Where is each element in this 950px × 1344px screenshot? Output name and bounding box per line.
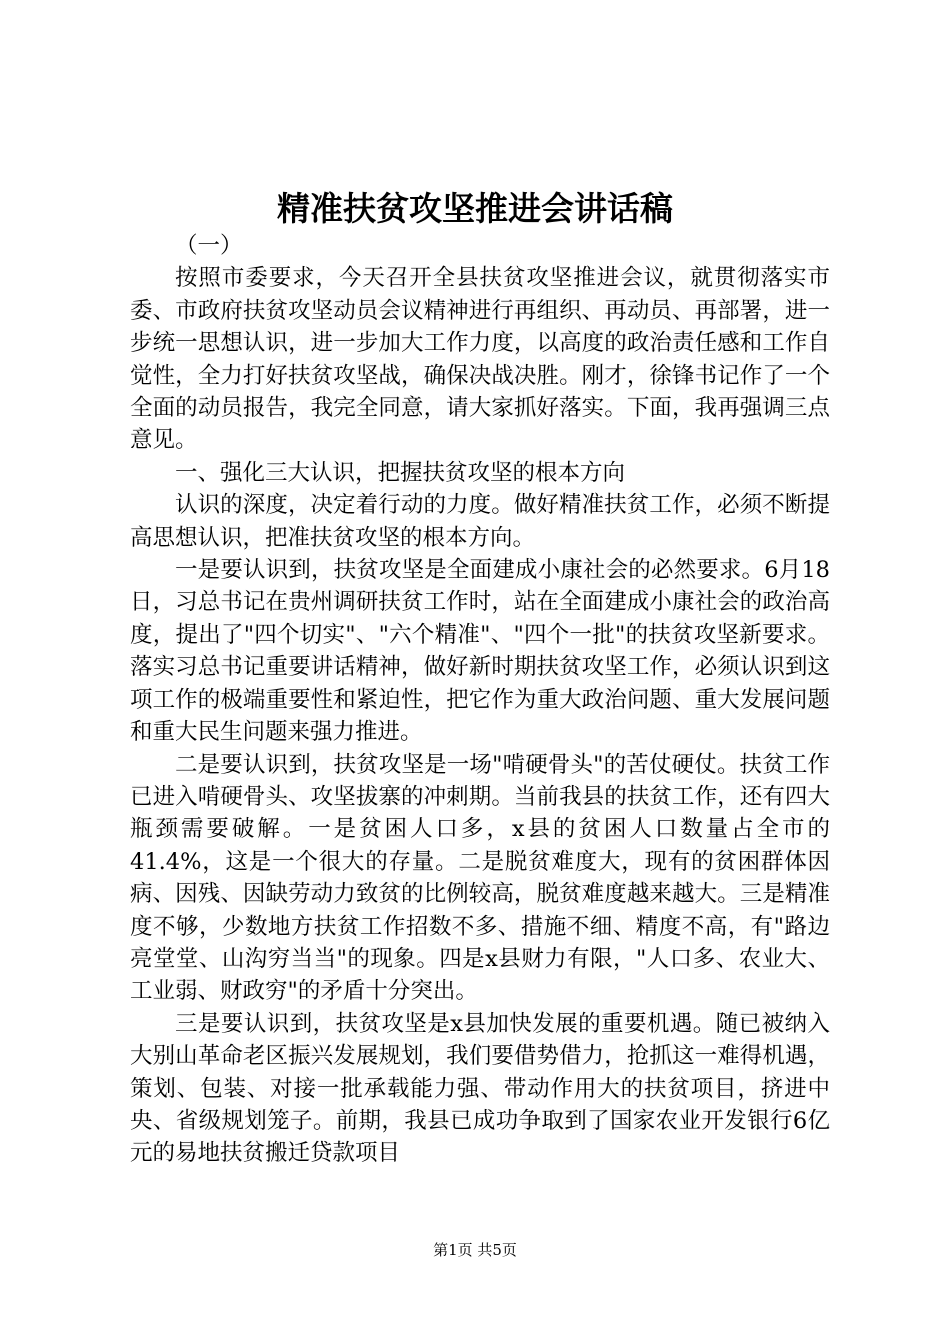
- paragraph-point-three: 三是要认识到，扶贫攻坚是x县加快发展的重要机遇。随已被纳入大别山革命老区振兴发展规划，我们要借势借力，抢抓这一难得机遇，策划、包装、对接一批承载能力强、带动作用大的扶贫项目，挤进中央、省级规划笼子。前期，我县已成功争取到了国家农业开发银行6亿元的易地扶贫搬迁贷款项目: [130, 1010, 830, 1167]
- paragraph-section-number: （一）: [175, 233, 243, 259]
- paragraph-point-two: 二是要认识到，扶贫攻坚是一场"啃硬骨头"的苦仗硬仗。扶贫工作已进入啃硬骨头、攻坚拔寨的冲刺期。当前我县的扶贫工作，还有四大瓶颈需要破解。一是贫困人口多，x县的贫困人口数量占全市的41.4%，这是一个很大的存量。二是脱贫难度大，现有的贫困群体因病、因残、因缺劳动力致贫的比例较高，脱贫难度越来越大。三是精准度不够，少数地方扶贫工作招数不多、措施不细、精度不高，有"路边亮堂堂、山沟穷当当"的现象。四是x县财力有限，"人口多、农业大、工业弱、财政穷"的矛盾十分突出。: [130, 751, 830, 1005]
- section-heading: 一、强化三大认识，把握扶贫攻坚的根本方向: [175, 459, 626, 486]
- paragraph-point-one: 一是要认识到，扶贫攻坚是全面建成小康社会的必然要求。6月18日，习总书记在贵州调研扶贫工作时，站在全面建成小康社会的政治高度，提出了"四个切实"、"六个精准"、"四个一批"的扶贫攻坚新要求。落实习总书记重要讲话精神，做好新时期扶贫攻坚工作，必须认识到这项工作的极端重要性和紧迫性，把它作为重大政治问题、重大发展问题和重大民生问题来强力推进。: [130, 557, 830, 746]
- document-title: 精准扶贫攻坚推进会讲话稿: [277, 189, 673, 228]
- paragraph-intro: 按照市委要求，今天召开全县扶贫攻坚推进会议，就贯彻落实市委、市政府扶贫攻坚动员会议精神进行再组织、再动员、再部署，进一步统一思想认识，进一步加大工作力度，以高度的政治责任感和工作自觉性，全力打好扶贫攻坚战，确保决战决胜。刚才，徐锋书记作了一个全面的动员报告，我完全同意，请大家抓好落实。下面，我再强调三点意见。: [130, 265, 830, 454]
- page-footer: 第1页 共5页: [433, 1241, 517, 1259]
- document-body: [130, 230, 830, 1170]
- paragraph-awareness: 认识的深度，决定着行动的力度。做好精准扶贫工作，必须不断提高思想认识，把准扶贫攻坚的根本方向。: [130, 492, 830, 551]
